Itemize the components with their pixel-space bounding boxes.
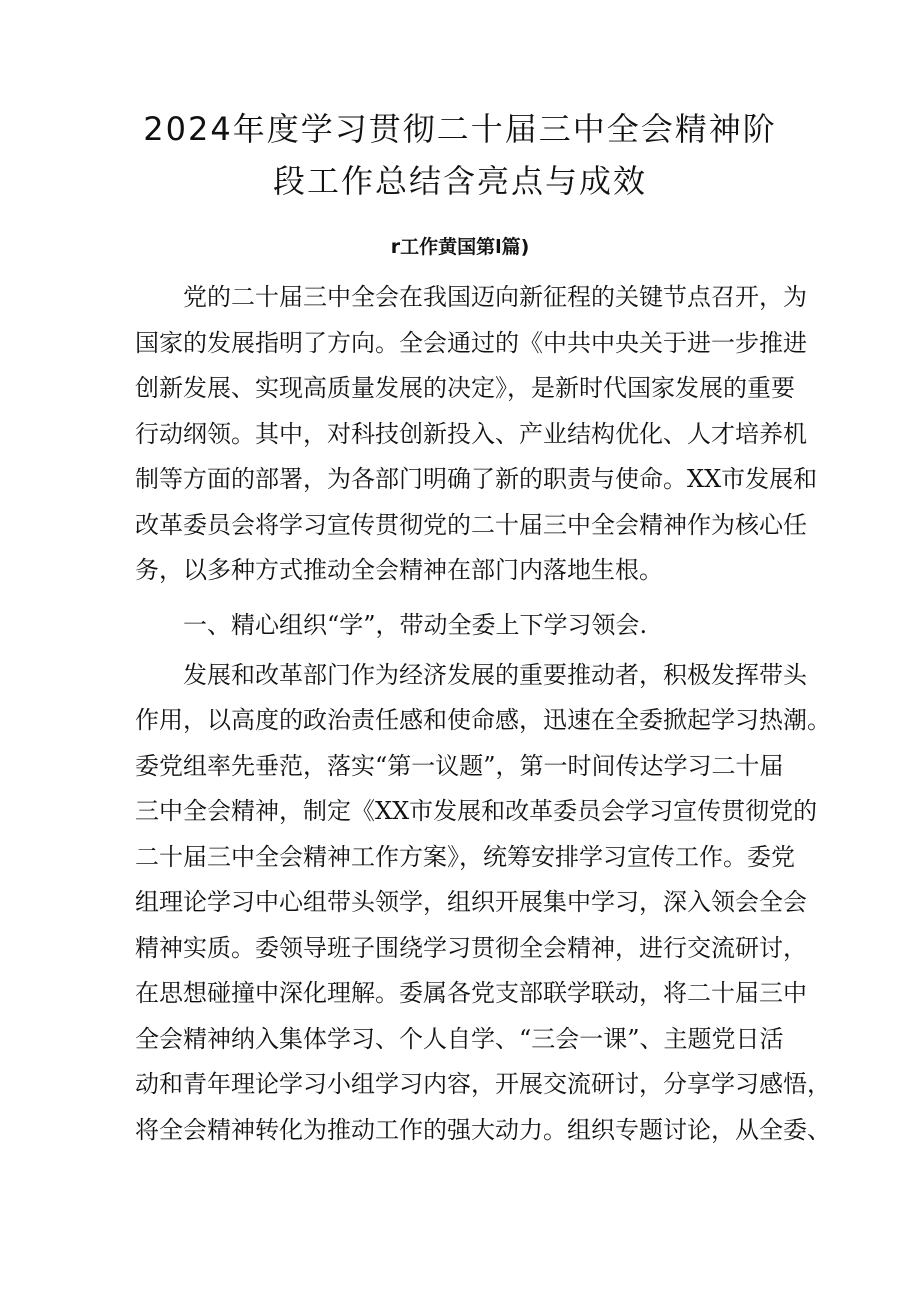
paragraph-line: 全会精神纳入集体学习、个人自学、“三会一课”、主题党日活	[135, 1024, 784, 1053]
title-line-1: 2024年度学习贯彻二十届三中全会精神阶	[143, 110, 777, 148]
paragraph-line: 在思想碰撞中深化理解。委属各党支部联学联动，将二十届三中	[135, 979, 807, 1007]
paragraph-line: 创新发展、实现高质量发展的决定》，是新时代国家发展的重要	[135, 374, 795, 402]
intro-paragraph	[135, 275, 818, 594]
paragraph-line: 务，以多种方式推动全会精神在部门内落地生根。	[135, 556, 663, 584]
paragraph-line: 动和青年理论学习小组学习内容，开展交流研讨，分享学习感悟，	[135, 1070, 831, 1098]
section-heading-1: 一、精心组织“学”，带动全委上下学习领会.	[183, 610, 648, 639]
section-1-paragraph	[135, 653, 831, 1154]
paragraph-line: 改革委员会将学习宣传贯彻党的二十届三中全会精神作为核心任	[135, 510, 807, 539]
paragraph-line: 精神实质。委领导班子围绕学习贯彻全会精神，进行交流研讨，	[135, 933, 807, 962]
document-body	[135, 275, 831, 1153]
paragraph-line: 作用，以高度的政治责任感和使命感，迅速在全委掀起学习热潮。	[135, 706, 831, 734]
paragraph-line: 将全会精神转化为推动工作的强大动力。组织专题讨论，从全委、	[135, 1115, 831, 1144]
paragraph-line: 国家的发展指明了方向。全会通过的《中共中央关于进一步推进	[135, 328, 807, 357]
paragraph-line: 党的二十届三中全会在我国迈向新征程的关键节点召开，为	[183, 283, 807, 311]
paragraph-line: 委党组率先垂范，落实“第一议题”，第一时间传达学习二十届	[135, 751, 784, 780]
paragraph-line: 发展和改革部门作为经济发展的重要推动者，积极发挥带头	[183, 660, 807, 689]
paragraph-line: 组理论学习中心组带头领学，组织开展集中学习，深入领会全会	[135, 888, 807, 916]
title-line-2: 段工作总结含亮点与成效	[272, 162, 647, 200]
document-subtitle: r工作黄国第l篇)	[390, 236, 530, 258]
paragraph-line: 制等方面的部署，为各部门明确了新的职责与使命。XX市发展和	[135, 465, 818, 493]
paragraph-line: 行动纲领。其中，对科技创新投入、产业结构优化、人才培养机	[135, 419, 807, 448]
paragraph-line: 三中全会精神，制定《XX市发展和改革委员会学习宣传贯彻党的	[135, 797, 818, 825]
document-title	[60, 103, 860, 207]
paragraph-line: 二十届三中全会精神工作方案》，统筹安排学习宣传工作。委党	[135, 842, 795, 871]
